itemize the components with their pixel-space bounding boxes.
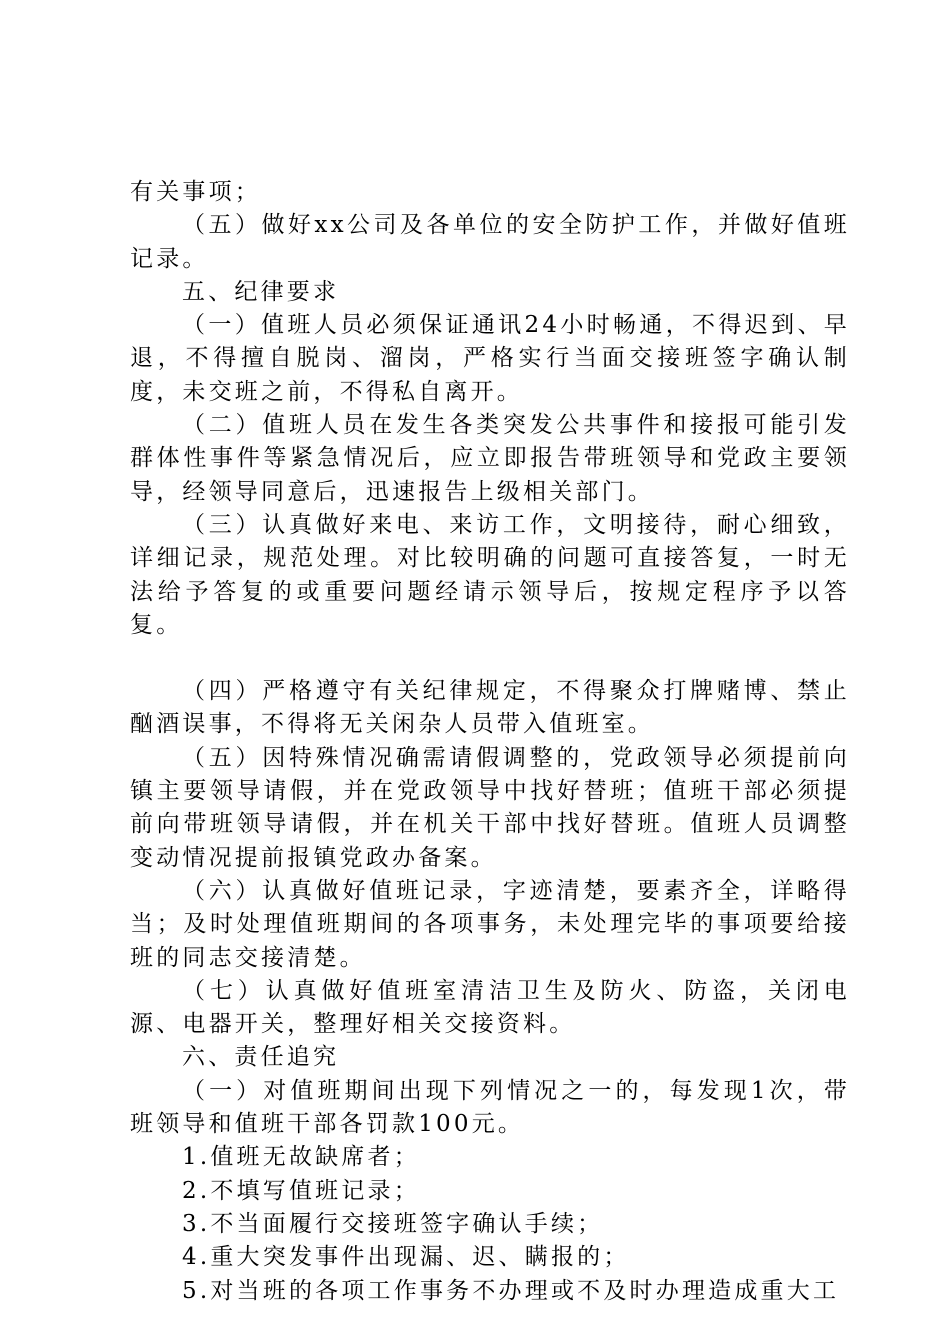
list-item-5: 5.对当班的各项工作事务不办理或不及时办理造成重大工 <box>182 1277 840 1304</box>
list-item-3: 3.不当面履行交接班签字确认手续； <box>182 1210 604 1237</box>
paragraph-accountability-1: （一）对值班期间出现下列情况之一的，每发现1次，带班领导和值班干部各罚款100元。 <box>130 1077 850 1138</box>
paragraph-discipline-4: （四）严格遵守有关纪律规定，不得聚众打牌赌博、禁止酗酒误事，不得将无关闲杂人员带入值班室。 <box>130 678 850 738</box>
paragraph-discipline-2: （二）值班人员在发生各类突发公共事件和接报可能引发群体性事件等紧急情况后，应立即报告带班领导和党政主要领导，经领导同意后，迅速报告上级相关部门。 <box>130 412 850 505</box>
section-heading-discipline: 五、纪律要求 <box>182 278 340 305</box>
paragraph-discipline-5: （五）因特殊情况确需请假调整的，党政领导必须提前向镇主要领导请假，并在党政领导中找好替班；值班干部必须提前向带班领导请假，并在机关干部中找好替班。值班人员调整变动情况提前报镇党政办备案。 <box>130 744 850 871</box>
paragraph-discipline-7: （七）认真做好值班室清洁卫生及防火、防盗，关闭电源、电器开关，整理好相关交接资料。 <box>130 977 850 1038</box>
paragraph-item-5-security: （五）做好xx公司及各单位的安全防护工作，并做好值班记录。 <box>130 212 850 272</box>
section-heading-accountability: 六、责任追究 <box>182 1044 340 1071</box>
document-body <box>130 176 850 1308</box>
list-item-2: 2.不填写值班记录； <box>182 1177 420 1204</box>
paragraph-discipline-6: （六）认真做好值班记录，字迹清楚，要素齐全，详略得当；及时处理值班期间的各项事务，未处理完毕的事项要给接班的同志交接清楚。 <box>130 877 850 971</box>
list-item-1: 1.值班无故缺席者； <box>182 1144 420 1171</box>
list-item-4: 4.重大突发事件出现漏、迟、瞒报的； <box>182 1244 630 1271</box>
paragraph-discipline-3: （三）认真做好来电、来访工作，文明接待，耐心细致，详细记录，规范处理。对比较明确的问题可直接答复，一时无法给予答复的或重要问题经请示领导后，按规定程序予以答复。 <box>130 511 850 638</box>
paragraph-discipline-1: （一）值班人员必须保证通讯24小时畅通，不得迟到、早退，不得擅自脱岗、溜岗，严格实行当面交接班签字确认制度，未交班之前，不得私自离开。 <box>130 312 850 405</box>
paragraph-continuation: 有关事项； <box>130 179 261 205</box>
paragraph-gap <box>130 642 850 675</box>
